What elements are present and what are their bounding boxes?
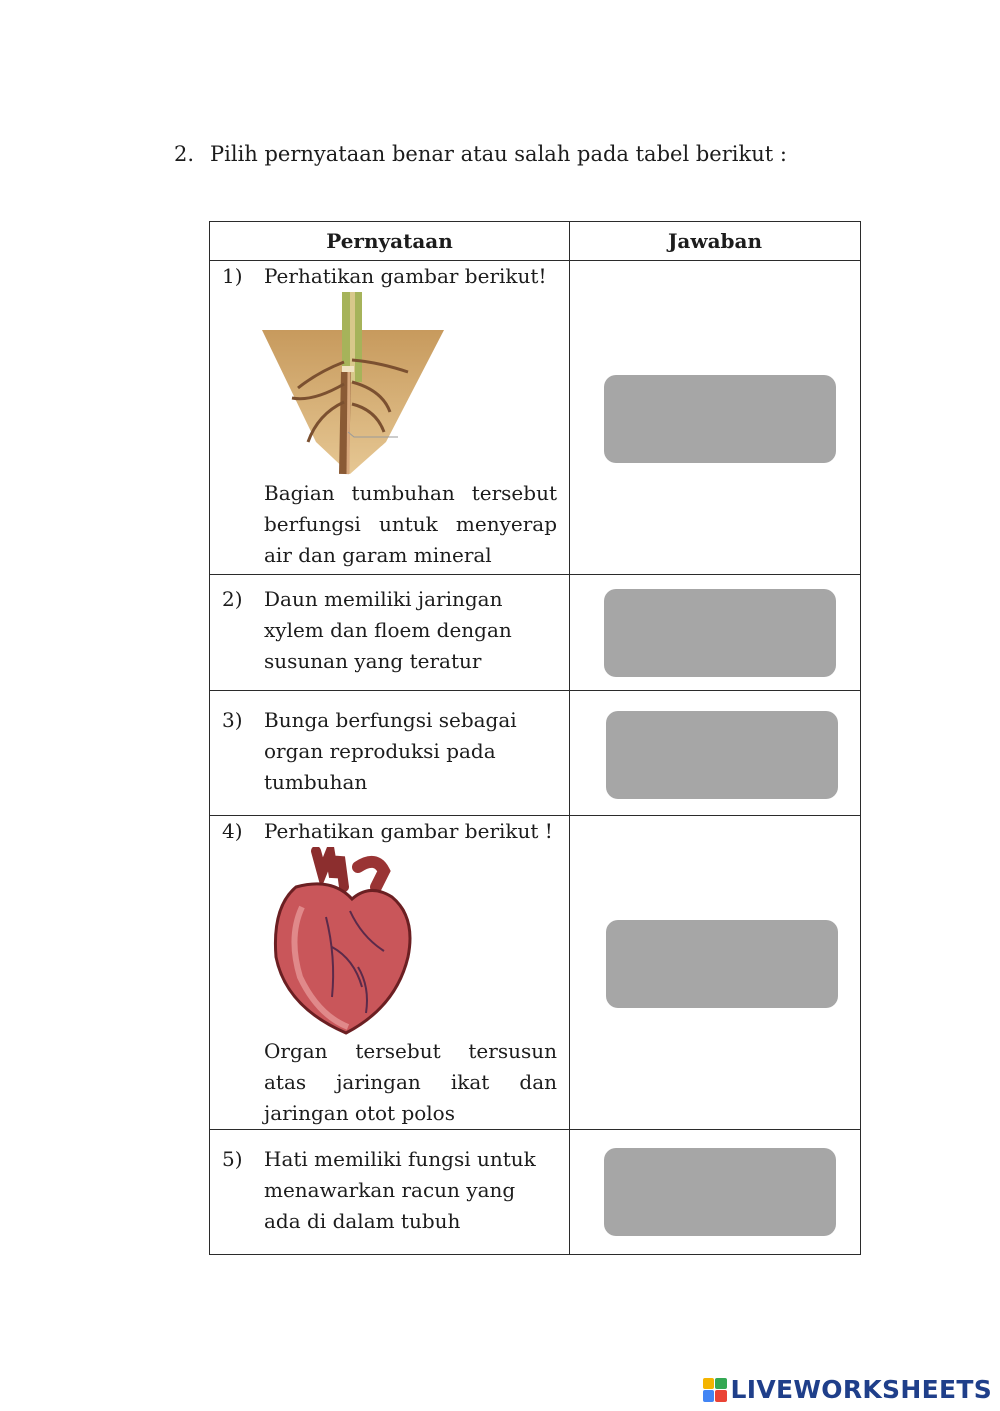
answer-cell	[570, 1130, 861, 1255]
heart-image	[266, 847, 557, 1035]
statement-number: 2)	[222, 587, 243, 611]
plant-root-image	[258, 292, 557, 476]
header-statement: Pernyataan	[210, 222, 570, 261]
statement-table	[209, 221, 861, 1255]
plant-root-icon	[258, 292, 448, 476]
answer-dropzone-5[interactable]	[604, 1148, 836, 1236]
answer-cell	[570, 261, 861, 575]
statement-intro: Perhatikan gambar berikut!	[264, 264, 547, 288]
statement-cell	[210, 575, 570, 691]
statement-number: 1)	[222, 264, 243, 288]
table-header-row	[210, 222, 861, 261]
statement-cell	[210, 691, 570, 816]
heart-icon	[266, 847, 426, 1035]
statement-text: Bunga berfungsi sebagai organ reproduksi pada tumbuhan	[264, 708, 517, 794]
statement-text: Bagian tumbuhan tersebut berfungsi untuk menyerap air dan garam mineral	[264, 481, 557, 567]
statement-cell	[210, 1130, 570, 1255]
statement-number: 3)	[222, 708, 243, 732]
table-row	[210, 1130, 861, 1255]
answer-cell	[570, 691, 861, 816]
answer-cell	[570, 816, 861, 1130]
answer-dropzone-3[interactable]	[606, 711, 838, 799]
brand-name: LIVEWORKSHEETS	[730, 1375, 992, 1404]
table-row	[210, 575, 861, 691]
answer-dropzone-2[interactable]	[604, 589, 836, 677]
statement-cell	[210, 261, 570, 575]
liveworksheets-brand[interactable]	[703, 1375, 992, 1404]
answer-cell	[570, 575, 861, 691]
statement-number: 4)	[222, 819, 243, 843]
question-title	[174, 140, 787, 168]
table-row	[210, 261, 861, 575]
table-row	[210, 816, 861, 1130]
liveworksheets-logo-icon	[703, 1378, 727, 1402]
statement-intro: Perhatikan gambar berikut !	[264, 819, 553, 843]
answer-dropzone-4[interactable]	[606, 920, 838, 1008]
question-text: Pilih pernyataan benar atau salah pada tabel berikut :	[210, 142, 787, 166]
statement-text: Hati memiliki fungsi untuk menawarkan racun yang ada di dalam tubuh	[264, 1147, 536, 1233]
answer-dropzone-1[interactable]	[604, 375, 836, 463]
statement-text: Daun memiliki jaringan xylem dan floem dengan susunan yang teratur	[264, 587, 512, 673]
header-answer: Jawaban	[570, 222, 861, 261]
statement-text: Organ tersebut tersusun atas jaringan ikat dan jaringan otot polos	[264, 1039, 557, 1125]
table-row	[210, 691, 861, 816]
statement-cell	[210, 816, 570, 1130]
question-number: 2.	[174, 142, 195, 166]
statement-number: 5)	[222, 1147, 243, 1171]
